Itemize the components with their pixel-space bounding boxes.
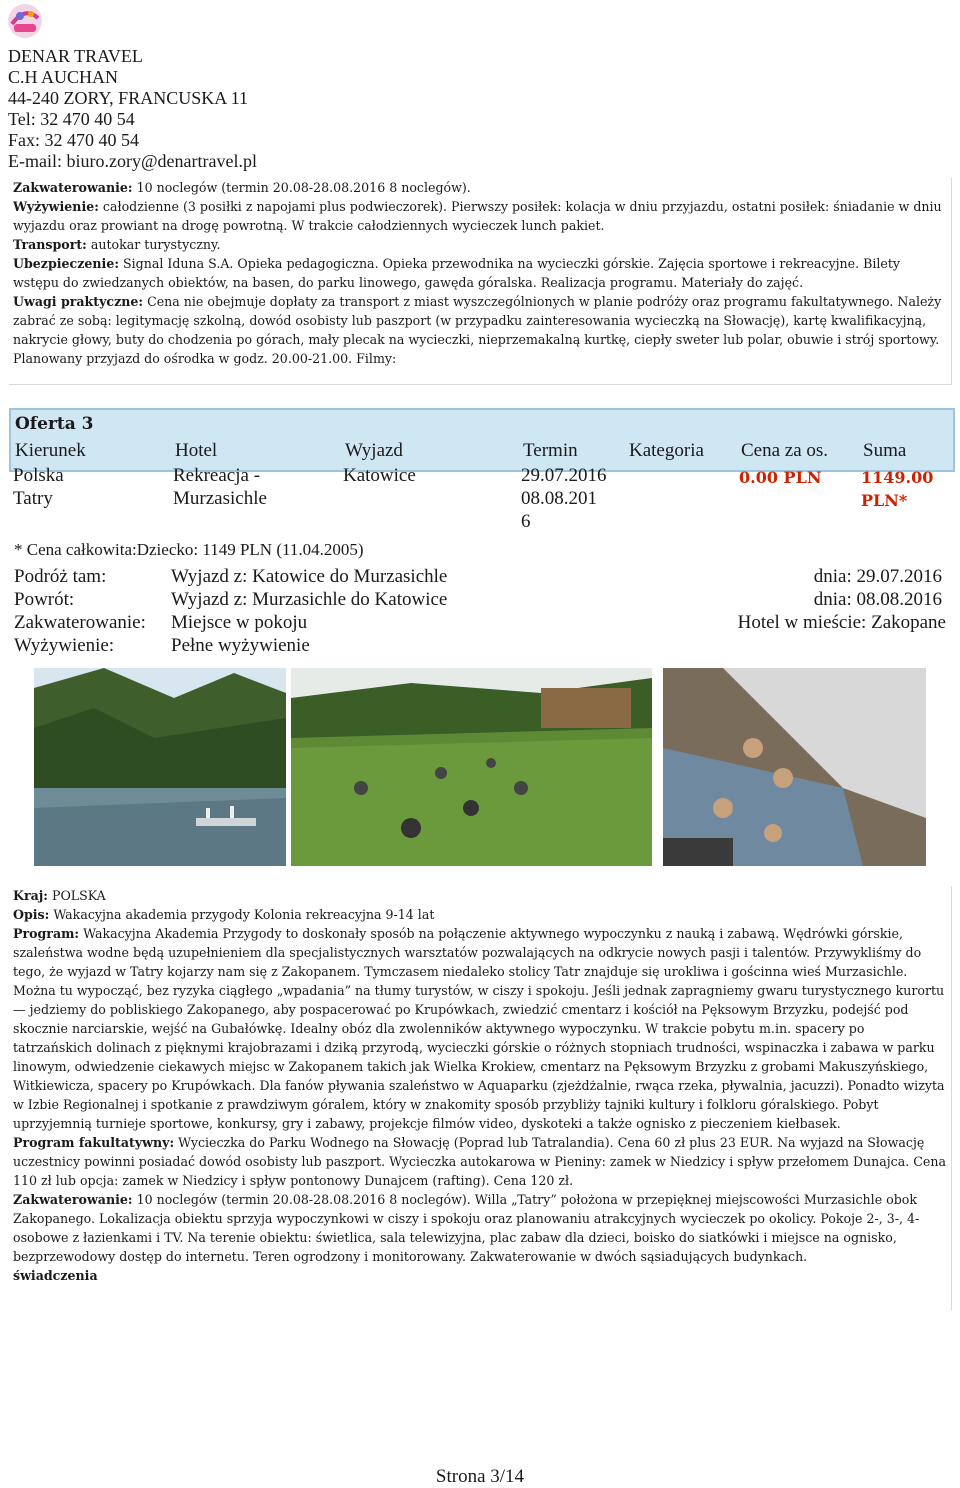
accommodation-label: Zakwaterowanie: (13, 180, 133, 195)
cell-dates (521, 464, 607, 533)
agency-line: Fax: 32 470 40 54 (8, 130, 140, 150)
cell-line: 08.08.201 (521, 488, 597, 509)
river-rafting-photo (34, 668, 286, 866)
agency-line: C.H AUCHAN (8, 67, 119, 87)
country-label: Kraj: (13, 888, 48, 903)
cell-total (861, 466, 933, 512)
cell-line: PLN* (861, 491, 908, 510)
cell-line: Rekreacja - (173, 465, 261, 486)
column-header-departure: Wyjazd (345, 440, 403, 461)
insurance-text: Signal Iduna S.A. Opieka pedagogiczna. Opieka przewodnika na wycieczki górskie. Zajęcia sportowe i rekreacyjne. Bilety wstępu do zwiedzanych obiektów, na basen, do parku linowego, gawęda góralska. Realizacja programu. Materiały do zajęć. (13, 256, 901, 290)
country-value: POLSKA (51, 888, 106, 903)
cell-line: 6 (521, 511, 531, 532)
insurance-paragraph (9, 254, 951, 292)
desc-paragraph (9, 905, 951, 924)
country-paragraph (9, 886, 951, 905)
denar-travel-logo-icon (6, 2, 44, 40)
cell-price: 0.00 PLN (739, 468, 822, 487)
cell-line: 29.07.2016 (521, 465, 607, 486)
notes-paragraph (9, 292, 951, 368)
accommodation-value: 10 noclegów (termin 20.08-28.08.2016 8 noclegów). Willa „Tatry” położona w przepięknej miejscowości Murzasichle obok Zakopanego. Lokalizacja obiektu sprzyja wypoczynkowi w ciszy i spokoju oraz planowaniu atrakcyjnych wycieczek po okolicy. Pokoje 2-, 3-, 4-osobowe z łazienkami i TV. Na terenie obiektu: świetlica, sala telewizyjna, plac zabaw dla dzieci, boisko do siatkówki i miejsce na ognisko, bezprzewodowy dostęp do internetu. Teren ogrodzony i monitorowany. Zakwaterowanie w dwóch sąsiadujących budynkach. (13, 1192, 920, 1264)
desc-label: Opis: (13, 907, 50, 922)
page-number: Strona 3/14 (435, 1466, 525, 1487)
cell-line: Murzasichle (173, 488, 267, 509)
program-description-block (9, 886, 952, 1310)
cell-line: 1149.00 (861, 468, 934, 487)
column-header-total: Suma (863, 440, 907, 461)
column-header-hotel: Hotel (175, 440, 218, 461)
travel-there-label: Podróż tam: (14, 566, 107, 587)
return-label: Powrót: (14, 589, 75, 610)
cell-direction (13, 464, 64, 510)
offer-header-bar (9, 408, 955, 472)
return-value: Wyjazd z: Murzasichle do Katowice (171, 589, 448, 610)
column-header-term: Termin (523, 440, 578, 461)
services-label: świadczenia (13, 1268, 98, 1283)
column-header-category: Kategoria (629, 440, 704, 461)
program-paragraph (9, 924, 951, 1133)
optional-program-paragraph (9, 1133, 951, 1190)
cell-line: Tatry (13, 488, 53, 509)
agency-line: DENAR TRAVEL (8, 46, 143, 66)
offer-title: Oferta 3 (15, 414, 94, 434)
services-paragraph (9, 1266, 951, 1285)
food-text: całodzienne (3 posiłki z napojami plus podwieczorek). Pierwszy posiłek: kolacja w dniu przyjazdu, ostatni posiłek: śniadanie w dniu wyjazdu oraz prowiant na drogę powrotną. W trakcie całodziennych wycieczek lunch pakiet. (13, 199, 942, 233)
optional-program-value: Wycieczka do Parku Wodnego na Słowację (Poprad lub Tatralandia). Cena 60 zł plus 23 EUR. Na wyjazd na Słowację uczestnicy powinni posiadać dowód osobisty lub paszport. Wycieczka autokarowa w Pieniny: zamek w Niedzicy i spływ przełomem Dunajca. Cena 110 zł lub opcja: zamek w Niedzicy i spływ pontonowy Dunajcem (rafting). Cena 120 zł. (13, 1135, 946, 1188)
food-label: Wyżywienie: (13, 199, 99, 214)
agency-line: Tel: 32 470 40 54 (8, 109, 135, 129)
transport-paragraph (9, 235, 951, 254)
travel-there-date: dnia: 29.07.2016 (813, 566, 942, 587)
agency-line: 44-240 ZORY, FRANCUSKA 11 (8, 88, 249, 108)
cell-departure: Katowice (343, 465, 416, 486)
agency-line: E-mail: biuro.zory@denartravel.pl (8, 151, 257, 171)
food-label: Wyżywienie: (14, 635, 115, 656)
insurance-label: Ubezpieczenie: (13, 256, 119, 271)
transport-text: autokar turystyczny. (90, 237, 221, 252)
cell-line: Polska (13, 465, 64, 486)
desc-value: Wakacyjna akademia przygody Kolonia rekreacyjna 9-14 lat (53, 907, 435, 922)
food-paragraph (9, 197, 951, 235)
notes-label: Uwagi praktyczne: (13, 294, 144, 309)
kids-in-pool-photo (663, 668, 926, 866)
travel-there-value: Wyjazd z: Katowice do Murzasichle (171, 566, 448, 587)
accommodation-label: Zakwaterowanie: (14, 612, 146, 633)
hotel-city: Hotel w mieście: Zakopane (737, 612, 946, 633)
accommodation-text: 10 noclegów (termin 20.08-28.08.2016 8 noclegów). (136, 180, 471, 195)
column-header-direction: Kierunek (15, 440, 86, 461)
accommodation-paragraph (9, 1190, 951, 1266)
accommodation-label: Zakwaterowanie: (13, 1192, 133, 1207)
cell-hotel (173, 464, 267, 510)
notes-text: Cena nie obejmuje dopłaty za transport z miast wyszczególnionych w planie podróży oraz programu fakultatywnego. Należy zabrać ze sobą: legitymację szkolną, dowód osobisty lub paszport (w przypadku zainteresowania wycieczką na Słowację), kartę kwalifikacyjną, nakrycie głowy, buty do chodzenia po górach, mały plecak na wycieczki, nieprzemakalną kurtkę, ciepły sweter lub polar, obuwie i strój sportowy. Planowany przyjazd do ośrodka w godz. 20.00-21.00. Filmy: (13, 294, 942, 366)
transport-label: Transport: (13, 237, 87, 252)
accommodation-value: Miejsce w pokoju (171, 612, 308, 633)
agency-address (8, 46, 257, 172)
offer-details-block (9, 178, 952, 385)
program-label: Program: (13, 926, 80, 941)
total-price-note: * Cena całkowita:Dziecko: 1149 PLN (11.04.2005) (14, 540, 364, 559)
return-date: dnia: 08.08.2016 (813, 589, 942, 610)
kids-exercising-on-grass-photo (291, 668, 652, 866)
food-value: Pełne wyżywienie (171, 635, 310, 656)
accommodation-paragraph (9, 178, 951, 197)
optional-program-label: Program fakultatywny: (13, 1135, 175, 1150)
column-header-price: Cena za os. (741, 440, 829, 461)
program-value: Wakacyjna Akademia Przygody to doskonały sposób na połączenie aktywnego wypoczynku z nauką i zabawą. Wędrówki górskie, szaleństwa wodne będą uzupełnieniem dla specjalistycznych warsztatów pozwalających na odkrycie nowych pasji i talentów. Przywykliśmy do tego, że wyjazd w Tatry kojarzy nam się z Zakopanem. Tymczasem niedaleko stolicy Tatr znajduje się urokliwa i gościnna wieś Murzasichle. Można tu wypocząć, bez ryzyka ciągłego „wpadania” na tłumy turystów, w ciszy i spokoju. Jeśli jednak zapragniemy gwaru turystycznego kurortu — jedziemy do pobliskiego Zakopanego, aby pospacerować po Krupówkach, zwiedzić cmentarz i kościół na Pęksowym Brzyzku, podejść pod skocznie narciarskie, wejść na Gubałówkę. Idealny obóz dla zwolenników aktywnego wypoczynku. W trakcie pobytu m.in. spacery po tatrzańskich dolinach z pięknymi krajobrazami i dziką przyrodą, wycieczki górskie o różnych stopniach trudności, wspinaczka i zabawa w parku linowym, odwiedzenie ciekawych miejsc w Zakopanem takich jak Wielka Krokiew, cmentarz na Pęksowym Brzyzku z grobami Makuszyńskiego, Witkiewicza, spacery po Krupówkach. Dla fanów pływania szaleństwo w Aquaparku (zjeżdżalnie, rwąca rzeka, pływalnia, jacuzzi). Ponadto wizyta w Izbie Regionalnej i spotkanie z prawdziwym góralem, który w znakomity sposób przybliży tajniki kultury i folkloru góralskiego. Pobyt uprzyjemnią turnieje sportowe, konkursy, gry i zabawy, projekcje filmów video, dyskoteki a także ognisko z pieczeniem kiełbasek. (13, 926, 945, 1131)
